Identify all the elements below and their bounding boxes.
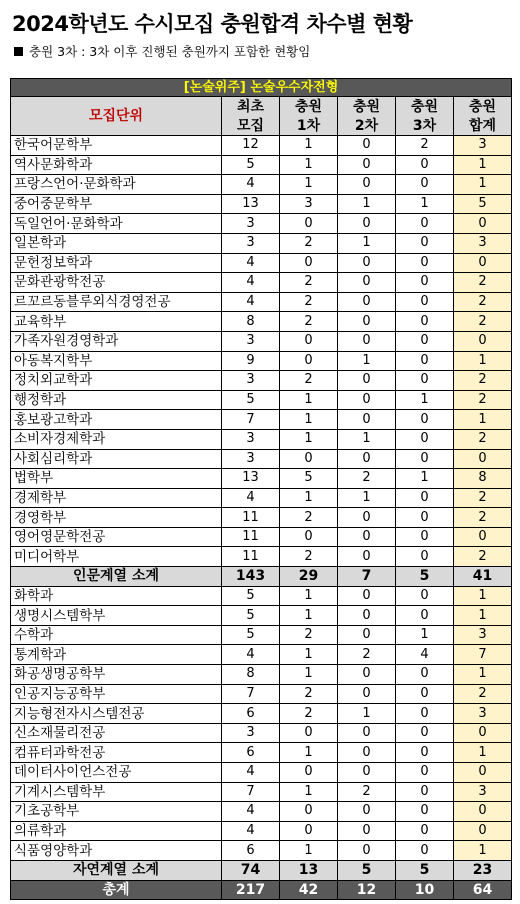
cell-total: 1	[454, 155, 512, 175]
table-row	[11, 390, 512, 410]
cell-r1: 1	[280, 410, 338, 430]
cell-r3: 5	[396, 567, 454, 587]
table-row	[11, 802, 512, 822]
cell-total: 1	[454, 586, 512, 606]
cell-unit: 교육학부	[11, 312, 222, 332]
cell-quota: 3	[222, 449, 280, 469]
cell-r3: 0	[396, 841, 454, 861]
cell-r2: 7	[338, 567, 396, 587]
cell-unit: 지능형전자시스템전공	[11, 704, 222, 724]
cell-quota: 5	[222, 155, 280, 175]
cell-quota: 7	[222, 782, 280, 802]
table-row	[11, 155, 512, 175]
table-row	[11, 547, 512, 567]
cell-total: 7	[454, 645, 512, 665]
cell-unit: 독일언어·문화학과	[11, 214, 222, 234]
cell-r1: 1	[280, 136, 338, 156]
cell-r3: 0	[396, 665, 454, 685]
grand-total-row	[11, 880, 512, 900]
table-row	[11, 586, 512, 606]
cell-r2: 0	[338, 606, 396, 626]
cell-r2: 0	[338, 253, 396, 273]
cell-r1: 1	[280, 665, 338, 685]
cell-r2: 0	[338, 410, 396, 430]
cell-r3: 1	[396, 194, 454, 214]
cell-r1: 0	[280, 821, 338, 841]
cell-total: 64	[454, 880, 512, 900]
cell-r2: 0	[338, 684, 396, 704]
cell-r2: 1	[338, 194, 396, 214]
cell-total: 0	[454, 214, 512, 234]
cell-quota: 13	[222, 469, 280, 489]
cell-quota: 4	[222, 253, 280, 273]
cell-quota: 5	[222, 586, 280, 606]
table-row	[11, 312, 512, 332]
cell-total: 2	[454, 488, 512, 508]
cell-unit: 일본학과	[11, 233, 222, 253]
cell-r1: 1	[280, 429, 338, 449]
table-row	[11, 351, 512, 371]
cell-r2: 0	[338, 175, 396, 195]
cell-unit: 생명시스템학부	[11, 606, 222, 626]
header-quota-line1: 최초	[222, 97, 280, 117]
cell-r1: 1	[280, 645, 338, 665]
cell-r3: 0	[396, 292, 454, 312]
cell-r3: 0	[396, 802, 454, 822]
cell-quota: 3	[222, 429, 280, 449]
cell-quota: 143	[222, 567, 280, 587]
cell-total: 3	[454, 704, 512, 724]
cell-r2: 0	[338, 743, 396, 763]
cell-r2: 0	[338, 586, 396, 606]
table-banner: [논술위주] 논술우수자전형	[11, 79, 512, 97]
cell-r3: 0	[396, 351, 454, 371]
cell-unit: 자연계열 소계	[11, 860, 222, 880]
cell-quota: 4	[222, 821, 280, 841]
cell-total: 3	[454, 625, 512, 645]
cell-unit: 인공지능공학부	[11, 684, 222, 704]
cell-r3: 1	[396, 469, 454, 489]
cell-total: 23	[454, 860, 512, 880]
cell-r3: 0	[396, 331, 454, 351]
cell-r2: 0	[338, 527, 396, 547]
cell-unit: 기계시스템학부	[11, 782, 222, 802]
cell-quota: 7	[222, 410, 280, 430]
cell-quota: 13	[222, 194, 280, 214]
cell-unit: 행정학과	[11, 390, 222, 410]
subtotal-row-natural	[11, 860, 512, 880]
note-text: 충원 3차 : 3차 이후 진행된 충원까지 포함한 현황임	[29, 44, 311, 59]
cell-r3: 0	[396, 253, 454, 273]
header-r1-line2: 1차	[280, 116, 338, 136]
cell-r2: 0	[338, 371, 396, 391]
cell-total: 1	[454, 665, 512, 685]
table-row	[11, 273, 512, 293]
cell-r1: 2	[280, 233, 338, 253]
cell-r1: 2	[280, 312, 338, 332]
cell-unit: 법학부	[11, 469, 222, 489]
cell-r2: 0	[338, 390, 396, 410]
cell-total: 41	[454, 567, 512, 587]
cell-total: 2	[454, 312, 512, 332]
cell-total: 2	[454, 273, 512, 293]
cell-unit: 통계학과	[11, 645, 222, 665]
header-r3-line2: 3차	[396, 116, 454, 136]
cell-r2: 1	[338, 233, 396, 253]
cell-r3: 4	[396, 645, 454, 665]
cell-total: 1	[454, 175, 512, 195]
cell-r1: 0	[280, 214, 338, 234]
cell-r3: 0	[396, 606, 454, 626]
cell-total: 3	[454, 136, 512, 156]
cell-r2: 2	[338, 782, 396, 802]
cell-r1: 0	[280, 449, 338, 469]
cell-unit: 아동복지학부	[11, 351, 222, 371]
cell-unit: 화공생명공학부	[11, 665, 222, 685]
cell-r1: 3	[280, 194, 338, 214]
cell-r2: 0	[338, 508, 396, 528]
table-row	[11, 645, 512, 665]
table-row	[11, 410, 512, 430]
cell-quota: 8	[222, 665, 280, 685]
cell-quota: 11	[222, 508, 280, 528]
cell-r2: 0	[338, 136, 396, 156]
table-row	[11, 684, 512, 704]
cell-r1: 1	[280, 606, 338, 626]
cell-r3: 0	[396, 371, 454, 391]
header-r2-line2: 2차	[338, 116, 396, 136]
cell-r1: 1	[280, 155, 338, 175]
cell-unit: 르꼬르동블루외식경영전공	[11, 292, 222, 312]
cell-unit: 경제학부	[11, 488, 222, 508]
cell-r3: 10	[396, 880, 454, 900]
cell-r2: 0	[338, 821, 396, 841]
cell-r2: 2	[338, 645, 396, 665]
cell-quota: 8	[222, 312, 280, 332]
cell-unit: 프랑스언어·문화학과	[11, 175, 222, 195]
header-row-1	[11, 97, 512, 117]
cell-quota: 3	[222, 233, 280, 253]
cell-unit: 문화관광학전공	[11, 273, 222, 293]
cell-total: 2	[454, 292, 512, 312]
cell-r3: 0	[396, 723, 454, 743]
cell-r3: 0	[396, 155, 454, 175]
cell-r2: 0	[338, 292, 396, 312]
cell-r3: 0	[396, 821, 454, 841]
cell-r1: 2	[280, 684, 338, 704]
cell-r3: 0	[396, 743, 454, 763]
cell-r3: 0	[396, 488, 454, 508]
cell-r3: 5	[396, 860, 454, 880]
cell-r3: 0	[396, 586, 454, 606]
table-row	[11, 331, 512, 351]
cell-r1: 1	[280, 586, 338, 606]
cell-total: 0	[454, 449, 512, 469]
table-row	[11, 449, 512, 469]
cell-r3: 0	[396, 449, 454, 469]
table-row	[11, 175, 512, 195]
header-r1-line1: 충원	[280, 97, 338, 117]
cell-unit: 영어영문학전공	[11, 527, 222, 547]
cell-quota: 7	[222, 684, 280, 704]
page-title: 2024학년도 수시모집 충원합격 차수별 현황	[12, 12, 413, 36]
table-row	[11, 782, 512, 802]
cell-quota: 4	[222, 802, 280, 822]
cell-unit: 홍보광고학과	[11, 410, 222, 430]
cell-r1: 1	[280, 841, 338, 861]
table-row	[11, 743, 512, 763]
cell-r3: 0	[396, 704, 454, 724]
cell-quota: 9	[222, 351, 280, 371]
header-r3-line1: 충원	[396, 97, 454, 117]
cell-total: 2	[454, 508, 512, 528]
cell-r3: 0	[396, 410, 454, 430]
cell-r3: 0	[396, 763, 454, 783]
table-row	[11, 763, 512, 783]
cell-r2: 2	[338, 469, 396, 489]
cell-r3: 0	[396, 429, 454, 449]
cell-r3: 0	[396, 214, 454, 234]
cell-unit: 총계	[11, 880, 222, 900]
header-quota-line2: 모집	[222, 116, 280, 136]
table-row	[11, 469, 512, 489]
cell-unit: 중어중문학부	[11, 194, 222, 214]
table-row	[11, 253, 512, 273]
cell-r1: 2	[280, 292, 338, 312]
cell-r1: 0	[280, 253, 338, 273]
table-row	[11, 214, 512, 234]
cell-total: 2	[454, 371, 512, 391]
table-row	[11, 841, 512, 861]
cell-r1: 0	[280, 527, 338, 547]
table-row	[11, 488, 512, 508]
table-row	[11, 233, 512, 253]
cell-total: 2	[454, 547, 512, 567]
header-total-line2: 합계	[454, 116, 512, 136]
cell-unit: 식품영양학과	[11, 841, 222, 861]
cell-r3: 0	[396, 508, 454, 528]
cell-quota: 11	[222, 527, 280, 547]
cell-unit: 경영학부	[11, 508, 222, 528]
cell-r3: 2	[396, 136, 454, 156]
table-row	[11, 194, 512, 214]
table-row	[11, 606, 512, 626]
cell-r1: 0	[280, 331, 338, 351]
cell-r3: 0	[396, 684, 454, 704]
cell-r3: 0	[396, 233, 454, 253]
cell-quota: 4	[222, 763, 280, 783]
header-total-line1: 충원	[454, 97, 512, 117]
cell-r2: 0	[338, 723, 396, 743]
cell-unit: 화학과	[11, 586, 222, 606]
cell-r1: 0	[280, 763, 338, 783]
cell-quota: 4	[222, 175, 280, 195]
cell-quota: 12	[222, 136, 280, 156]
cell-unit: 한국어문학부	[11, 136, 222, 156]
cell-r1: 2	[280, 371, 338, 391]
cell-r2: 0	[338, 214, 396, 234]
cell-r1: 0	[280, 802, 338, 822]
cell-quota: 3	[222, 214, 280, 234]
cell-unit: 수학과	[11, 625, 222, 645]
cell-unit: 사회심리학과	[11, 449, 222, 469]
cell-quota: 5	[222, 625, 280, 645]
cell-total: 1	[454, 410, 512, 430]
table-row	[11, 527, 512, 547]
cell-r1: 5	[280, 469, 338, 489]
cell-total: 2	[454, 429, 512, 449]
square-bullet-icon	[14, 47, 23, 56]
cell-quota: 6	[222, 841, 280, 861]
cell-quota: 3	[222, 723, 280, 743]
cell-unit: 신소재물리전공	[11, 723, 222, 743]
cell-unit: 역사문화학과	[11, 155, 222, 175]
cell-quota: 11	[222, 547, 280, 567]
cell-r1: 2	[280, 273, 338, 293]
cell-total: 0	[454, 802, 512, 822]
cell-total: 0	[454, 331, 512, 351]
cell-unit: 의류학과	[11, 821, 222, 841]
cell-r1: 2	[280, 547, 338, 567]
cell-r2: 1	[338, 704, 396, 724]
note	[14, 42, 310, 60]
table-row	[11, 665, 512, 685]
cell-total: 8	[454, 469, 512, 489]
cell-r2: 0	[338, 802, 396, 822]
table-row	[11, 723, 512, 743]
table-row	[11, 821, 512, 841]
table-body	[11, 79, 512, 900]
cell-r2: 0	[338, 331, 396, 351]
cell-r2: 0	[338, 312, 396, 332]
cell-r1: 29	[280, 567, 338, 587]
table-row	[11, 625, 512, 645]
cell-r3: 0	[396, 782, 454, 802]
cell-unit: 소비자경제학과	[11, 429, 222, 449]
cell-r1: 2	[280, 508, 338, 528]
cell-quota: 5	[222, 606, 280, 626]
cell-r1: 1	[280, 488, 338, 508]
cell-r1: 1	[280, 743, 338, 763]
cell-r2: 0	[338, 155, 396, 175]
cell-r2: 5	[338, 860, 396, 880]
cell-r2: 0	[338, 449, 396, 469]
cell-quota: 4	[222, 292, 280, 312]
admission-table	[10, 78, 512, 900]
table-row	[11, 371, 512, 391]
cell-quota: 4	[222, 645, 280, 665]
cell-total: 0	[454, 821, 512, 841]
cell-quota: 4	[222, 488, 280, 508]
cell-r1: 13	[280, 860, 338, 880]
cell-unit: 가족자원경영학과	[11, 331, 222, 351]
cell-total: 1	[454, 841, 512, 861]
cell-total: 0	[454, 723, 512, 743]
cell-unit: 문헌정보학과	[11, 253, 222, 273]
cell-total: 1	[454, 606, 512, 626]
cell-total: 0	[454, 763, 512, 783]
cell-quota: 6	[222, 704, 280, 724]
cell-quota: 3	[222, 331, 280, 351]
cell-r1: 0	[280, 351, 338, 371]
table-banner-row	[11, 79, 512, 97]
cell-total: 2	[454, 390, 512, 410]
cell-r2: 0	[338, 841, 396, 861]
cell-total: 2	[454, 684, 512, 704]
cell-total: 3	[454, 782, 512, 802]
cell-quota: 74	[222, 860, 280, 880]
cell-r3: 0	[396, 175, 454, 195]
cell-r1: 1	[280, 175, 338, 195]
cell-r3: 0	[396, 547, 454, 567]
cell-quota: 3	[222, 371, 280, 391]
table-row	[11, 704, 512, 724]
header-unit: 모집단위	[11, 97, 222, 136]
cell-r2: 1	[338, 351, 396, 371]
table-row	[11, 508, 512, 528]
cell-unit: 인문계열 소계	[11, 567, 222, 587]
cell-r3: 1	[396, 625, 454, 645]
table-row	[11, 429, 512, 449]
cell-quota: 4	[222, 273, 280, 293]
cell-unit: 데이터사이언스전공	[11, 763, 222, 783]
cell-r2: 0	[338, 665, 396, 685]
cell-r1: 0	[280, 723, 338, 743]
cell-total: 1	[454, 743, 512, 763]
cell-r1: 2	[280, 704, 338, 724]
cell-unit: 미디어학부	[11, 547, 222, 567]
subtotal-row-humanities	[11, 567, 512, 587]
cell-quota: 6	[222, 743, 280, 763]
cell-r2: 0	[338, 763, 396, 783]
cell-r2: 1	[338, 488, 396, 508]
header-r2-line1: 충원	[338, 97, 396, 117]
cell-r2: 0	[338, 547, 396, 567]
cell-total: 3	[454, 233, 512, 253]
cell-total: 0	[454, 253, 512, 273]
cell-r2: 1	[338, 429, 396, 449]
cell-r1: 2	[280, 625, 338, 645]
table-row	[11, 292, 512, 312]
cell-quota: 5	[222, 390, 280, 410]
cell-total: 5	[454, 194, 512, 214]
cell-unit: 정치외교학과	[11, 371, 222, 391]
table-row	[11, 136, 512, 156]
cell-r1: 42	[280, 880, 338, 900]
cell-r2: 0	[338, 273, 396, 293]
cell-unit: 기초공학부	[11, 802, 222, 822]
cell-unit: 컴퓨터과학전공	[11, 743, 222, 763]
cell-r1: 1	[280, 782, 338, 802]
cell-r3: 1	[396, 390, 454, 410]
cell-total: 1	[454, 351, 512, 371]
cell-r2: 12	[338, 880, 396, 900]
cell-quota: 217	[222, 880, 280, 900]
cell-total: 0	[454, 527, 512, 547]
cell-r3: 0	[396, 312, 454, 332]
cell-r2: 0	[338, 625, 396, 645]
cell-r1: 1	[280, 390, 338, 410]
cell-r3: 0	[396, 527, 454, 547]
cell-r3: 0	[396, 273, 454, 293]
